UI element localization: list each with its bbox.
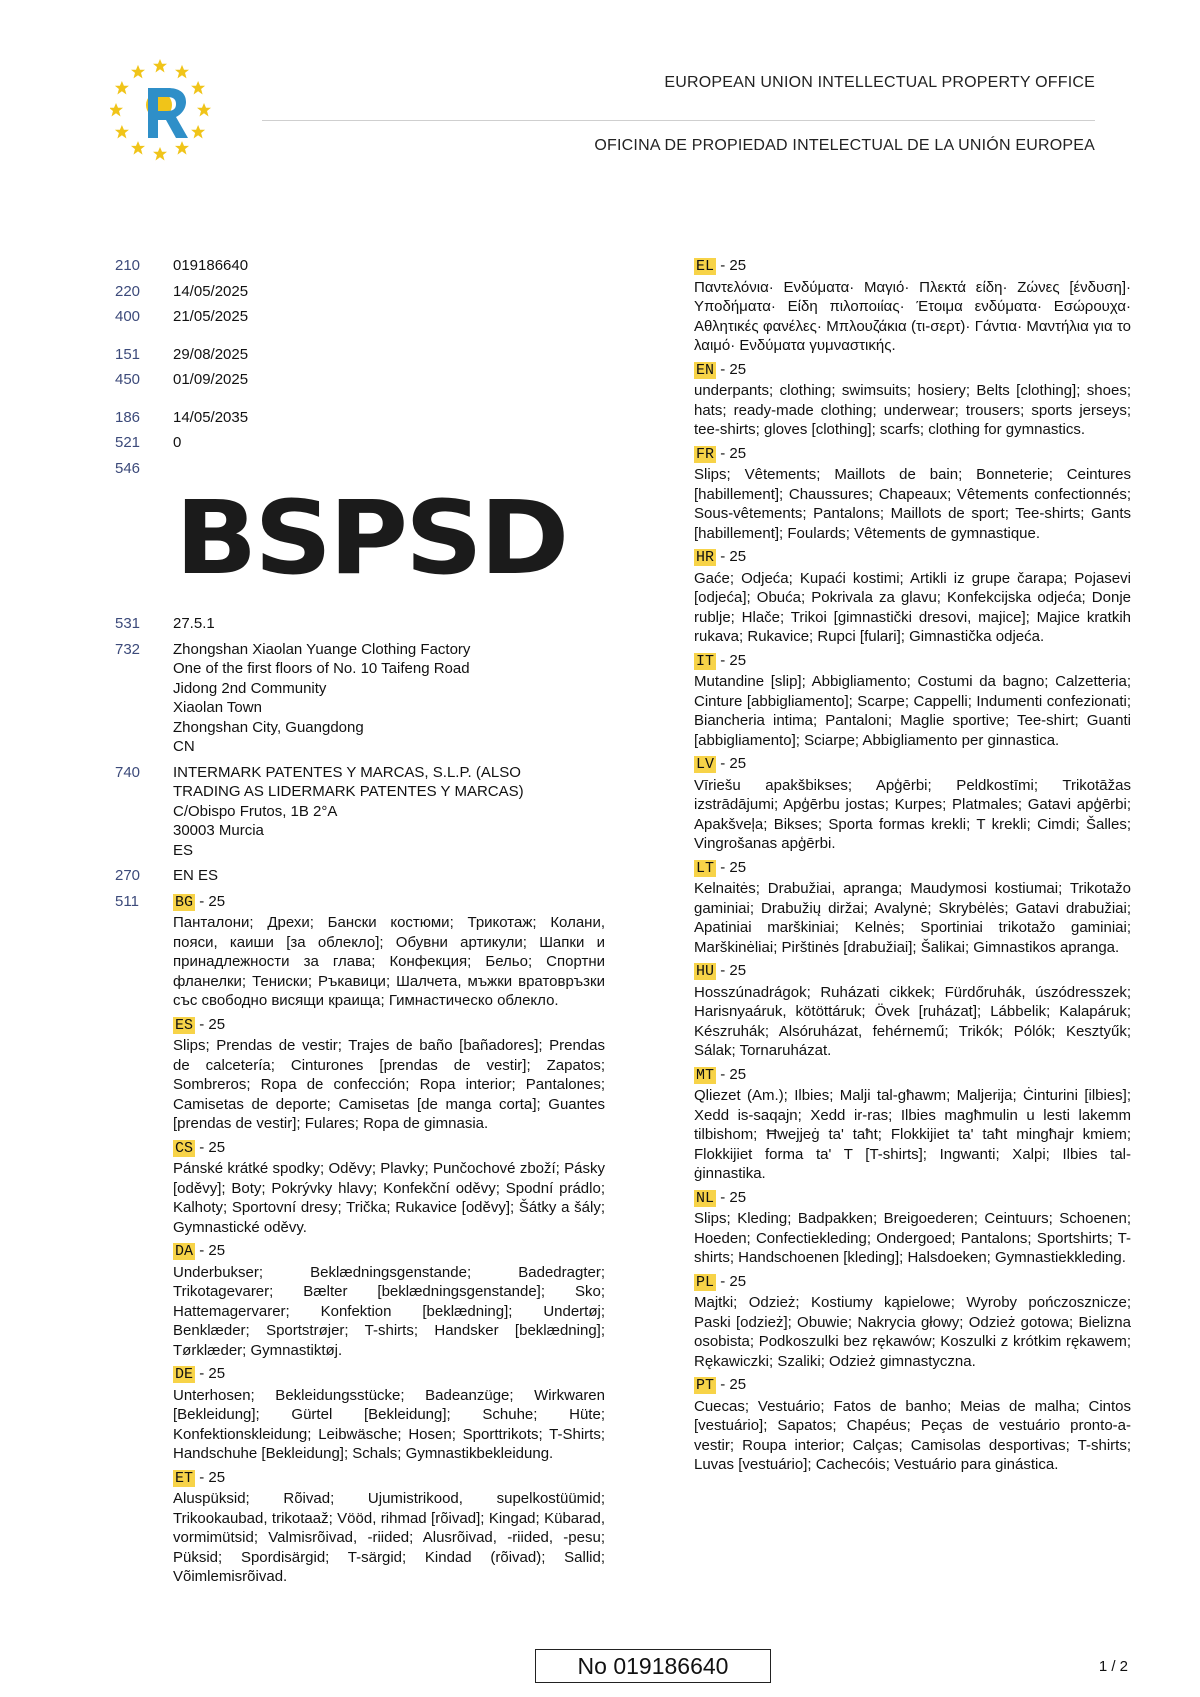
- goods-description: Aluspüksid; Rõivad; Ujumistrikood, supelkostüümid; Trikookaubad, trikotaaž; Vööd, rihmad [rõivad]; Kingad; Kübarad, vormimütsid; Valmisrõivad, -riided; Alusrõivad, -riided, -pesu; Püksid; Spordisärgid; T-särgid; Kindad (rõivad); Sallid; Võimlemisrõivad.: [173, 1490, 605, 1585]
- class-number: - 25: [720, 1188, 747, 1206]
- field-740: [115, 763, 605, 861]
- page-number: 1 / 2: [1098, 1658, 1128, 1675]
- language-code-badge: EN: [696, 361, 715, 379]
- field-code: 400: [115, 308, 141, 325]
- registration-number-box: No 019186640: [535, 1649, 771, 1683]
- goods-language-block: [173, 1138, 605, 1238]
- language-heading: [694, 1188, 1131, 1209]
- address-line: CN: [173, 738, 195, 755]
- language-heading: [694, 961, 1131, 982]
- goods-description: Cuecas; Vestuário; Fatos de banho; Meias de malha; Cintos [vestuário]; Sapatos; Chapéus; Peças de vestuário pronto-a-vestir; Roupa interior; Calças; Camisolas desportivas; T-shirts; Luvas [vestuário]; Cachecóis; Vestuário para ginástica.: [694, 1397, 1131, 1473]
- r-letter-icon: [148, 88, 188, 138]
- goods-language-block: [694, 1375, 1131, 1475]
- goods-description: Underbukser; Beklædningsgenstande; Badedragter; Trikotagevarer; Bælter [beklædningsgenstande]; Sko; Hattemagervarer; Konfektion [beklædning]; Undertøj; Benklæder; Sportstrøjer; T-shirts; Handsker [beklædning]; Tørklæder; Gymnastiktøj.: [173, 1263, 605, 1359]
- field-code: 210: [115, 257, 141, 274]
- goods-description: Hosszúnadrágok; Ruházati cikkek; Fürdőruhák, úszódresszek; Harisnyaáruk, kötöttáruk; Övek [ruházat]; Lábbelik; Kalapáruk; Készruhák; Alsóruházat, fehérnemű; Trikók; Pólók; Kesztyűk; Sálak; Tornaruházat.: [694, 983, 1131, 1059]
- field-521: [115, 433, 605, 453]
- field-code: 511: [115, 892, 139, 910]
- address-line: ES: [173, 841, 194, 859]
- language-code-badge: IT: [696, 652, 715, 670]
- class-number: - 25: [720, 1272, 747, 1290]
- language-code-badge: HR: [696, 549, 715, 566]
- language-heading: [694, 360, 1131, 381]
- language-heading: [694, 1272, 1131, 1293]
- header-divider: [262, 120, 1095, 121]
- trademark-image: BSPSD: [175, 479, 567, 598]
- class-number: - 25: [199, 892, 226, 910]
- field-151: [115, 345, 605, 365]
- goods-description: Παντελόνια· Ενδύματα· Μαγιό· Πλεκτά είδη· Ζώνες [ένδυση]· Υποδήματα· Είδη πιλοποιίας· Έτοιμα ενδύματα· Εσώρουχα· Αθλητικές φανέλες· Μπλουζάκια (τι-σερτ)· Γάντια· Μαντήλια για το λαιμό· Ενδύματα γυμναστικής.: [694, 278, 1131, 354]
- field-186: [115, 408, 605, 428]
- goods-description: Slips; Kleding; Badpakken; Breigoederen; Ceintuurs; Schoenen; Hoeden; Confectiekleding; Ondergoed; Pantalons; Sportshirts; T-shirts; Handschoenen [kleding]; Halsdoeken; Gymnastiekkleding.: [694, 1210, 1131, 1266]
- euipo-logo-icon: [110, 58, 230, 178]
- right-column: [694, 256, 1131, 1479]
- language-heading: [694, 256, 1131, 277]
- language-heading: [173, 892, 605, 913]
- goods-language-block: [173, 1015, 605, 1134]
- field-code: 521: [115, 434, 141, 451]
- goods-description: Gaće; Odjeća; Kupaći kostimi; Artikli iz grupe čarapa; Pojasevi [odjeća]; Obuća; Pokrivala za glavu; Konfekcijska odjeća; Donje rublje; Hlače; Trikoi [gimnastički dresovi, majice]; Majice kratkih rukava; Rukavice; Rupci [fulari]; Gimnastička odjeća.: [694, 569, 1131, 645]
- language-heading: [694, 1065, 1131, 1086]
- language-heading: [694, 651, 1131, 672]
- goods-description: Slips; Prendas de vestir; Trajes de baño [bañadores]; Prendas de calcetería; Cinturones [prendas de vestir]; Zapatos; Sombreros; Ropa de confección; Ropa interior; Pantalones; Camisetas de deporte; Camisetas [de manga corta]; Guantes [prendas de vestir]; Fulares; Ropa de gimnasia.: [173, 1037, 605, 1132]
- owner-address: [173, 640, 605, 757]
- goods-language-block: [694, 1272, 1131, 1372]
- language-heading: [173, 1241, 605, 1262]
- goods-language-block: [694, 651, 1131, 751]
- field-value: 019186640: [173, 257, 249, 274]
- class-number: - 25: [199, 1365, 226, 1382]
- language-code-badge: ET: [175, 1469, 194, 1487]
- language-code-badge: LV: [696, 756, 715, 773]
- goods-description: Slips; Vêtements; Maillots de bain; Bonneterie; Ceintures [habillement]; Chaussures; Chapeaux; Vêtements confectionnés; Sous-vêtements; Pantalons; Maillots de sport; Tee-shirts; Gants [habillement]; Foulards; Vêtements de gymnastique.: [694, 466, 1131, 542]
- goods-language-block: [694, 1188, 1131, 1268]
- goods-language-block: [694, 858, 1131, 958]
- goods-language-block: [694, 444, 1131, 544]
- goods-description: Vīriešu apakšbikses; Apģērbi; Peldkostīmi; Trikotāžas izstrādājumi; Apģērbu jostas; Kurpes; Platmales; Gatavi apģērbi; Apakšveļa; Bikses; Sporta formas krekli; T krekli; Cimdi; Šalles; Vingrošanas apģērbi.: [694, 776, 1131, 852]
- office-name-es: OFICINA DE PROPIEDAD INTELECTUAL DE LA UNIÓN EUROPEA: [594, 137, 1095, 154]
- language-heading: [694, 1375, 1131, 1396]
- field-value: 14/05/2035: [173, 408, 249, 426]
- field-270: [115, 866, 605, 886]
- field-value: 14/05/2025: [173, 282, 249, 300]
- goods-list-left: [173, 892, 605, 1591]
- language-code-badge: MT: [696, 1066, 715, 1084]
- language-heading: [694, 754, 1131, 775]
- goods-description: Панталони; Дрехи; Бански костюми; Трикотаж; Колани, пояси, каиши [за облекло]; Обувни артикули; Шапки и принадлежности за глава; Конфекция; Бельо; Спортни фланелки; Тениски; Ръкавици; Шалчета, мъжки вратовръзки със свободно висящи краища; Гимнастическо облекло.: [173, 914, 605, 1009]
- class-number: - 25: [720, 858, 747, 876]
- address-line: Zhongshan City, Guangdong: [173, 718, 364, 736]
- language-heading: [173, 1364, 605, 1385]
- goods-description: Majtki; Odzież; Kostiumy kąpielowe; Wyroby pończosznicze; Paski [odzież]; Obuwie; Nakrycia głowy; Odzież gotowa; Bielizna osobista; Podkoszulki bez rękawów; Koszulki z krótkim rękawem; Rękawiczki; Szaliki; Odzież gimnastyczna.: [694, 1294, 1131, 1370]
- class-number: - 25: [720, 651, 747, 669]
- language-code-badge: LT: [696, 859, 715, 877]
- field-732: [115, 640, 605, 757]
- address-line: Xiaolan Town: [173, 699, 262, 716]
- field-code: 450: [115, 371, 141, 388]
- goods-description: underpants; clothing; swimsuits; hosiery; Belts [clothing]; shoes; hats; ready-made clothing; underwear; trousers; sports jerseys; tee-shirts; gloves [clothing]; scarfs; clothing for gymnastics.: [694, 382, 1131, 438]
- language-code-badge: DA: [175, 1243, 194, 1260]
- address-line: TRADING AS LIDERMARK PATENTES Y MARCAS): [173, 783, 524, 800]
- class-number: - 25: [720, 548, 747, 565]
- language-heading: [694, 547, 1131, 568]
- field-code: 531: [115, 615, 141, 632]
- class-number: - 25: [199, 1242, 226, 1259]
- representative-address: [173, 763, 605, 861]
- language-code-badge: CS: [175, 1139, 194, 1157]
- language-code-badge: PL: [696, 1273, 715, 1291]
- field-value: 01/09/2025: [173, 371, 249, 388]
- goods-language-block: [694, 547, 1131, 647]
- language-code-badge: EL: [696, 258, 715, 275]
- goods-description: Unterhosen; Bekleidungsstücke; Badeanzüge; Wirkwaren [Bekleidung]; Gürtel [Bekleidung]; Schuhe; Hüte; Konfektionskleidung; Leibwäsche; Hosen; Sporttrikots; T-Shirts; Handschuhe [Bekleidung]; Schals; Gymnastikbekleidung.: [173, 1386, 605, 1462]
- field-code: 220: [115, 282, 141, 300]
- language-code-badge: PT: [696, 1377, 715, 1394]
- field-210: [115, 256, 605, 276]
- address-line: Jidong 2nd Community: [173, 679, 327, 697]
- language-heading: [173, 1138, 605, 1159]
- address-line: 30003 Murcia: [173, 822, 264, 839]
- class-number: - 25: [720, 1376, 747, 1393]
- language-code-badge: NL: [696, 1189, 715, 1207]
- goods-language-block: [694, 961, 1131, 1061]
- office-name-en: EUROPEAN UNION INTELLECTUAL PROPERTY OFFICE: [664, 74, 1095, 91]
- address-line: Zhongshan Xiaolan Yuange Clothing Factory: [173, 640, 471, 658]
- field-511: [115, 892, 605, 1591]
- field-code: 546: [115, 459, 141, 477]
- goods-description: Kelnaitės; Drabužiai, apranga; Maudymosi kostiumai; Trikotažo gaminiai; Drabužių diržai; Avalynė; Skrybėlės; Gatavi drabužiai; Apatiniai marškiniai; Kelnės; Sportiniai trikotažo gaminiai; Marškinėliai; Pirštinės [drabužiai]; Šalikai; Gimnastikos apranga.: [694, 880, 1131, 956]
- field-code: 740: [115, 763, 141, 781]
- goods-language-block: [694, 1065, 1131, 1184]
- class-number: - 25: [720, 755, 747, 772]
- field-400: [115, 307, 605, 327]
- field-450: [115, 370, 605, 390]
- class-number: - 25: [720, 962, 747, 979]
- field-546: [115, 459, 605, 479]
- goods-language-block: [173, 1241, 605, 1360]
- language-code-badge: BG: [175, 893, 194, 911]
- field-code: 270: [115, 867, 141, 884]
- goods-language-block: [173, 892, 605, 1011]
- class-number: - 25: [720, 257, 747, 274]
- language-code-badge: HU: [696, 963, 715, 980]
- language-heading: [173, 1015, 605, 1036]
- language-code-badge: DE: [175, 1366, 194, 1383]
- language-heading: [694, 444, 1131, 465]
- class-number: - 25: [199, 1468, 226, 1486]
- class-number: - 25: [720, 444, 747, 462]
- class-number: - 25: [720, 1065, 747, 1083]
- field-value: 0: [173, 434, 182, 451]
- field-531: [115, 614, 605, 634]
- address-line: One of the first floors of No. 10 Taifeng Road: [173, 660, 470, 677]
- field-value: 27.5.1: [173, 615, 215, 632]
- field-value: EN ES: [173, 867, 219, 884]
- goods-language-block: [173, 1364, 605, 1464]
- goods-description: Qliezet (Am.); Ilbies; Malji tal-għawm; Maljerija; Ċinturini [ilbies]; Xedd is-saqajn; Xedd ir-ras; Ilbies magħmulin u lesti lakemm tilbishom; Ħwejjeġ ta' taħt; Flokkijiet ta' taħt mingħajr kmiem; Flokkijiet forma ta' T [T-shirts]; Ingwanti; Xalpi; Ilbies tal-ġinnastika.: [694, 1087, 1131, 1182]
- field-code: 732: [115, 640, 141, 658]
- field-value: 29/08/2025: [173, 345, 249, 363]
- language-code-badge: ES: [175, 1016, 194, 1034]
- language-heading: [694, 858, 1131, 879]
- class-number: - 25: [720, 360, 747, 378]
- goods-language-block: [694, 754, 1131, 854]
- goods-description: Mutandine [slip]; Abbigliamento; Costumi da bagno; Calzetteria; Cinture [abbigliamento]; Scarpe; Cappelli; Indumenti confezionati; Biancheria intima; Pantaloni; Maglie sportive; Tee-shirt; Guanti [abbigliamento]; Sciarpe; Abbigliamento per ginnastica.: [694, 673, 1131, 749]
- goods-description: Pánské krátké spodky; Oděvy; Plavky; Punčochové zboží; Pásky [oděvy]; Boty; Pokrývky hlavy; Konfekční oděvy; Spodní prádlo; Kalhoty; Sportovní dresy; Trička; Rukavice [oděvy]; Šátky a šály; Gymnastické oděvy.: [173, 1160, 605, 1236]
- class-number: - 25: [199, 1015, 226, 1033]
- field-value: 21/05/2025: [173, 308, 249, 325]
- goods-language-block: [694, 360, 1131, 440]
- goods-language-block: [694, 256, 1131, 356]
- goods-language-block: [173, 1468, 605, 1587]
- left-column: [115, 256, 605, 1597]
- class-number: - 25: [199, 1138, 226, 1156]
- language-code-badge: FR: [696, 445, 715, 463]
- language-heading: [173, 1468, 605, 1489]
- field-code: 186: [115, 408, 141, 426]
- field-220: [115, 282, 605, 302]
- address-line: C/Obispo Frutos, 1B 2°A: [173, 802, 338, 820]
- address-line: INTERMARK PATENTES Y MARCAS, S.L.P. (ALSO: [173, 763, 521, 781]
- field-code: 151: [115, 345, 141, 363]
